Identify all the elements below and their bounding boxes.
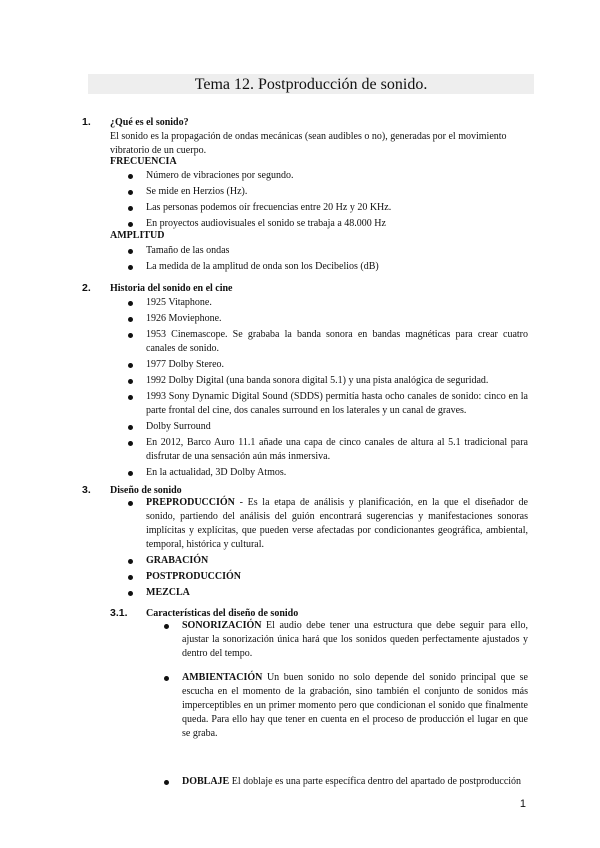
list-item: MEZCLA [128,586,528,600]
list-item: AMBIENTACIÓN Un buen sonido no solo depende del sonido principal que se escucha en el momento de la grabación, sino también el conjunto de sonidos más imperceptibles en un primer momento pero que condicionan el sonido que finalmente queda. Para ello hay que tener en cuenta en el proceso de producción el lugar en que se graba. [164,671,528,741]
bullet-icon [128,441,133,446]
bullet-icon [128,471,133,476]
list-item: Dolby Surround [128,420,528,434]
frecuencia-list [128,169,528,233]
list-item: 1953 Cinemascope. Se grababa la banda sonora en bandas magnéticas para crear cuatro canales de sonido. [128,328,528,356]
bullet-icon [164,676,169,681]
page-number: 1 [519,798,526,810]
list-item: 1977 Dolby Stereo. [128,358,528,372]
list-item: 1926 Moviephone. [128,312,528,326]
bullet-icon [128,363,133,368]
section-3-1-title: Características del diseño de sonido [146,608,299,619]
bullet-icon [128,425,133,430]
bullet-icon [128,301,133,306]
list-item: En la actualidad, 3D Dolby Atmos. [128,466,528,480]
bullet-icon [164,624,169,629]
bullet-icon [128,265,133,270]
section-1-number: 1. [82,116,91,128]
section-1-intro: El sonido es la propagación de ondas mecánicas (sean audibles o no), generadas por el movimiento vibratorio de un cuerpo. [110,131,507,156]
section-1-title: ¿Qué es el sonido? [110,117,189,128]
historia-list [128,296,528,482]
list-item: En proyectos audiovisuales el sonido se trabaja a 48.000 Hz [128,217,528,231]
bullet-icon [128,190,133,195]
bullet-icon [164,780,169,785]
bullet-icon [128,575,133,580]
bullet-icon [128,333,133,338]
list-item: Las personas podemos oír frecuencias entre 20 Hz y 20 KHz. [128,201,528,215]
list-item: DOBLAJE El doblaje es una parte específica dentro del apartado de postproducción [164,775,528,789]
list-item: Tamaño de las ondas [128,244,528,258]
bullet-icon [128,222,133,227]
bullet-icon [128,501,133,506]
bullet-icon [128,249,133,254]
section-3-number: 3. [82,484,91,496]
caracteristicas-list [164,619,528,743]
list-item: 1992 Dolby Digital (una banda sonora digital 5.1) y una pista analógica de seguridad. [128,374,528,388]
bullet-icon [128,174,133,179]
list-item: Número de vibraciones por segundo. [128,169,528,183]
list-item: POSTPRODUCCIÓN [128,570,528,584]
bullet-icon [128,591,133,596]
doblaje-list [164,775,528,791]
section-3-1-number: 3.1. [110,607,128,619]
bullet-icon [128,559,133,564]
bullet-icon [128,379,133,384]
document-title: Tema 12. Postproducción de sonido. [88,74,534,94]
bullet-icon [128,395,133,400]
list-item: GRABACIÓN [128,554,528,568]
list-item: SONORIZACIÓN El audio debe tener una estructura que debe seguir para ello, ajustar la sonorización única hará que los sonidos queden perfectamente ajustados y dentro del tempo. [164,619,528,661]
list-item: La medida de la amplitud de onda son los Decibelios (dB) [128,260,528,274]
section-2-number: 2. [82,282,91,294]
bullet-icon [128,206,133,211]
diseno-list [128,496,528,602]
amplitud-heading: AMPLITUD [110,230,165,241]
list-item: 1993 Sony Dynamic Digital Sound (SDDS) permitía hasta ocho canales de sonido: cinco en la parte frontal del cine, dos canales surround en los laterales y un canal de graves. [128,390,528,418]
section-2-title: Historia del sonido en el cine [110,283,233,294]
amplitud-list [128,244,528,276]
list-item: PREPRODUCCIÓN - Es la etapa de análisis y planificación, en la que el diseñador de sonido, partiendo del análisis del guión encontrará sugerencias y manifestaciones sonoras implícitas y explícitas, que pueden verse afectadas por condicionantes geográfica, ambiental, temporal, histórica y cultural. [128,496,528,552]
list-item: En 2012, Barco Auro 11.1 añade una capa de cinco canales de altura al 5.1 tradicional para disfrutar de una sensación aún más inmersiva. [128,436,528,464]
section-3-title: Diseño de sonido [110,485,182,496]
frecuencia-heading: FRECUENCIA [110,156,177,167]
list-item: 1925 Vitaphone. [128,296,528,310]
list-item: Se mide en Herzios (Hz). [128,185,528,199]
bullet-icon [128,317,133,322]
